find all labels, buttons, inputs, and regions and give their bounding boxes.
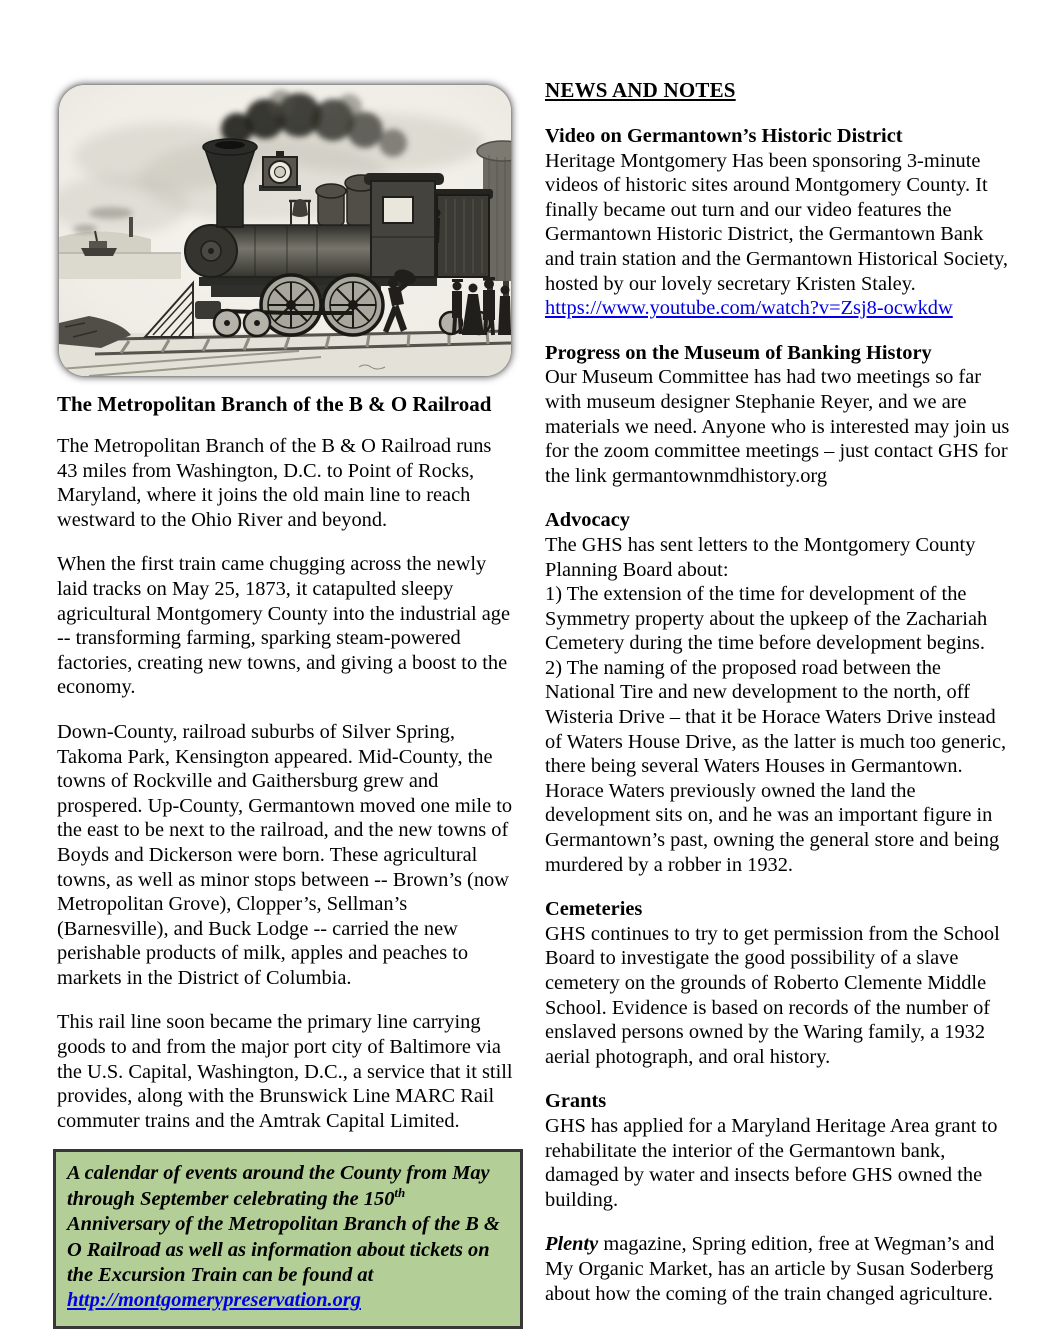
- section-body: 2) The naming of the proposed road between the National Tire and new development to the north, off Wisteria Drive – that it be Horace Waters Drive instead of Waters House Drive, as the latter is much too generic, there being several Waters Houses in Germantown. Horace Waters previously owned the land the development sits on, and he was an important figure in Germantown’s past, owning the general store and being murdered by a robber in 1932.: [545, 656, 1007, 876]
- section-title: Cemeteries: [545, 898, 643, 921]
- section-plenty-magazine: [545, 1232, 1012, 1306]
- section-body: The GHS has sent letters to the Montgomery County Planning Board about:: [545, 533, 976, 581]
- section-body: Our Museum Committee has had two meetings so far with museum designer Stephanie Reyer, and we are materials we need. Anyone who is interested may join us for the zoom committee meetings – just contact GHS for the link germantownmdhistory.org: [545, 366, 1010, 487]
- section-title: Progress on the Museum of Banking History: [545, 341, 932, 364]
- callout-text: Anniversary of the Metropolitan Branch of the B & O Railroad as well as information about tickets on the Excursion Train can be found at: [67, 1213, 500, 1287]
- section-grants: [545, 1089, 1012, 1212]
- section-museum-progress: [545, 341, 1012, 489]
- section-body: 1) The extension of the time for development of the Symmetry property about the upkeep of the Zachariah Cemetery during the time before development begins.: [545, 583, 988, 655]
- section-body: Heritage Montgomery Has been sponsoring 3-minute videos of historic sites around Montgomery County. It finally became out turn and our video features the Germantown Historic District, the Germantown Bank and train station and the Germantown Historical Society, hosted by our lovely secretary Kristen Staley.: [545, 149, 1009, 295]
- section-body-text: magazine, Spring edition, free at Wegman’s and My Organic Market, has an article by Susan Soderberg about how the coming of the train changed agriculture.: [545, 1233, 995, 1305]
- youtube-link[interactable]: https://www.youtube.com/watch?v=Zsj8-ocwkdw: [545, 297, 953, 320]
- section-title: Advocacy: [545, 509, 630, 532]
- article-paragraph: When the first train came chugging across the newly laid tracks on May 25, 1873, it catapulted sleepy agricultural Montgomery County into the industrial age -- transforming farming, sparking steam-powered factories, creating new towns, and giving a boost to the economy.: [57, 553, 511, 699]
- callout-text: A calendar of events around the County from May through September celebrating the 150: [67, 1162, 490, 1210]
- section-video: [545, 124, 1012, 321]
- article-paragraph: This rail line soon became the primary line carrying goods to and from the major port city of Baltimore via the U.S. Capital, Washington, D.C., a service that it still provides, along with the Brunswick Line MARC Rail commuter trains and the Amtrak Capital Limited.: [57, 1011, 513, 1132]
- section-title: Grants: [545, 1090, 607, 1113]
- section-cemeteries: [545, 897, 1012, 1069]
- train-engraving-image: [59, 85, 511, 376]
- news-and-notes-heading: NEWS AND NOTES: [545, 78, 736, 102]
- magazine-name: Plenty: [545, 1233, 599, 1256]
- section-body: GHS continues to try to get permission from the School Board to investigate the good possibility of a slave cemetery on the grounds of Roberto Clemente Middle School. Evidence is based on records of the number of enslaved persons owned by the Waring family, a 1932 aerial photograph, and oral history.: [545, 922, 1000, 1068]
- article-title: The Metropolitan Branch of the B & O Railroad: [57, 392, 492, 416]
- left-column: [57, 85, 513, 1329]
- section-title: Video on Germantown’s Historic District: [545, 125, 903, 147]
- article-paragraph: The Metropolitan Branch of the B & O Railroad runs 43 miles from Washington, D.C. to Point of Rocks, Maryland, where it joins the old main line to reach westward to the Ohio River and beyond.: [57, 435, 492, 531]
- montgomery-preservation-link[interactable]: http://montgomerypreservation.org: [67, 1289, 361, 1312]
- section-advocacy: [545, 508, 1012, 877]
- events-callout-box: [53, 1149, 523, 1328]
- section-body: GHS has applied for a Maryland Heritage Area grant to rehabilitate the interior of the Germantown bank, damaged by water and insects before GHS owned the building.: [545, 1114, 998, 1211]
- section-body: [545, 1232, 1012, 1306]
- right-column: [545, 78, 1012, 1326]
- train-engraving-svg: [59, 85, 511, 376]
- article-paragraph: Down-County, railroad suburbs of Silver Spring, Takoma Park, Kensington appeared. Mid-County, the towns of Rockville and Gaithersburg grew and prospered. Up-County, Germantown moved one mile to the east to be next to the railroad, and the new towns of Boyds and Dickerson were born. These agricultural towns, as well as minor stops between -- Brown’s (now Metropolitan Grove), Clopper’s, Sellman’s (Barnesville), and Buck Lodge -- carried the new perishable products of milk, apples and peaches to markets in the District of Columbia.: [57, 720, 513, 989]
- callout-superscript: th: [394, 1185, 406, 1201]
